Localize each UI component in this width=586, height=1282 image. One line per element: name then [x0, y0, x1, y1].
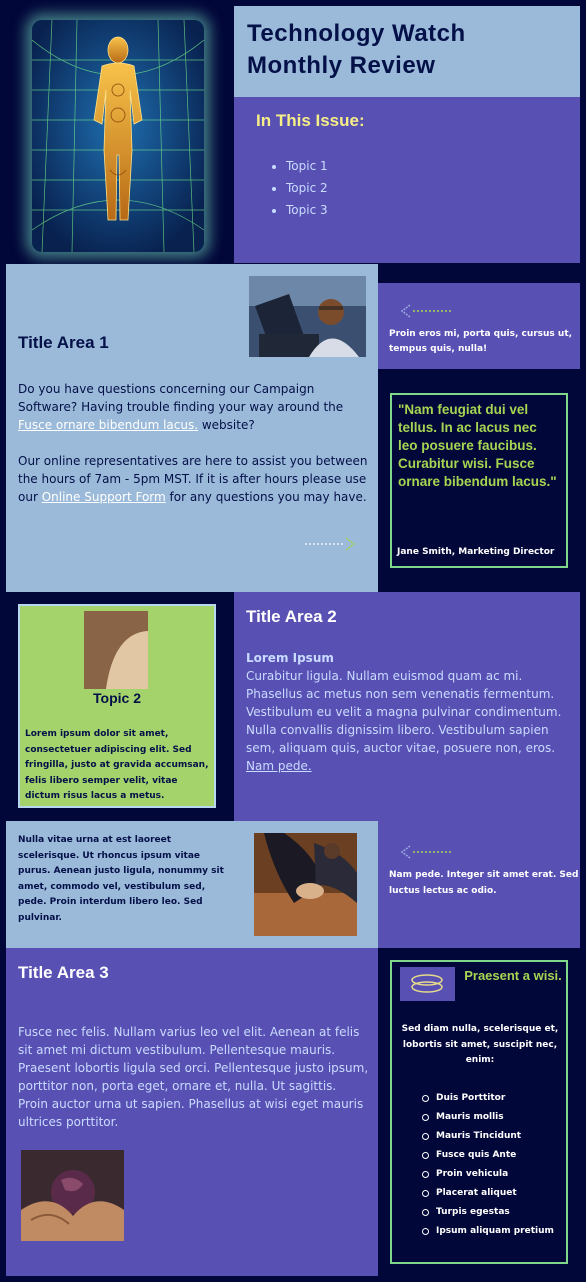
- title-area-1-heading: Title Area 1: [18, 333, 109, 352]
- sidebar-note-1-text: Proin eros mi, porta quis, cursus ut, tempus quis, nulla!: [389, 329, 573, 354]
- title-area-3-heading: Title Area 3: [18, 963, 109, 982]
- praesent-subtext: Sed diam nulla, scelerisque et, lobortis sit amet, suscipit nec, enim:: [401, 1024, 559, 1065]
- area1-text: Our online representatives are here to assist you between the hours of 7am - 5pm MST. If it is after hours please use our: [18, 454, 368, 504]
- issue-topic-item[interactable]: • Topic 1: [286, 155, 328, 177]
- title-area-3-body: Fusce nec felis. Nullam varius leo vel elit. Aenean at felis sit amet mi dictum vestibulum. Pellentesque mauris. Praesent lobortis ligula sed orci. Pellentesque justo ipsum, porttitor non, porta eget, ornare et, nulla. Ut sagittis. Proin auctor urna ut sapien. Phasellus at wisi eget mauris ultrices porttitor.: [18, 1025, 369, 1129]
- rings-icon: [400, 967, 455, 1001]
- newsletter-title: [247, 18, 580, 82]
- title-area-2-heading: Title Area 2: [246, 607, 337, 626]
- in-this-issue-heading: In This Issue:: [256, 111, 365, 130]
- sidebar-note-2-text: Nam pede. Integer sit amet erat. Sed luctus lectus ac odio.: [389, 870, 579, 896]
- area1-text: for any questions you may have.: [165, 490, 367, 504]
- topic-2-title: Topic 2: [93, 690, 141, 706]
- nam-pede-link[interactable]: Nam pede.: [246, 759, 312, 773]
- issue-topic-item[interactable]: • Topic 3: [286, 199, 328, 221]
- hero-wireframe-figure-image: [32, 20, 204, 252]
- issue-topic-list: [272, 155, 328, 221]
- area1-text: website?: [198, 418, 255, 432]
- man-at-computer-photo: [249, 276, 366, 357]
- title-line-1: Technology Watch: [247, 20, 466, 47]
- praesent-list-item[interactable]: Turpis egestas: [420, 1203, 554, 1222]
- handshake-photo: [254, 833, 357, 936]
- praesent-list-item[interactable]: Mauris Tincidunt: [420, 1127, 554, 1146]
- fusce-ornare-link[interactable]: Fusce ornare bibendum lacus.: [18, 418, 199, 432]
- topic-2-body: Lorem ipsum dolor sit amet, consectetuer adipiscing elit. Sed fringilla, justo at gravida accumsan, felis libero semper velit, vitae dictum risus lacus a metus.: [25, 729, 209, 801]
- area2-text: Curabitur ligula. Nullam euismod quam ac mi. Phasellus ac metus non sem venenatis fermentum. Vestibulum eu velit a magna pulvinar condimentum. Nulla convallis dignissim libero. Vestibulum sapien sem, aliquam quis, auctor vitae, posuere non, eros.: [246, 669, 562, 755]
- praesent-list-item[interactable]: Duis Porttitor: [420, 1089, 554, 1108]
- hands-holding-globe-photo: [21, 1150, 124, 1241]
- title-area-1-body: [18, 380, 370, 506]
- dotted-arrow-left-icon[interactable]: [400, 303, 454, 323]
- strip-text: Nulla vitae urna at est laoreet scelerisque. Ut rhoncus ipsum vitae purus. Aenean justo ligula, nonummy sit amet, commodo vel, vestibulum sed, pede. Proin interdum libero leo. Sed pulvinar.: [18, 835, 224, 923]
- newsletter-title-bar: [234, 6, 580, 97]
- praesent-list-item[interactable]: Ipsum aliquam pretium: [420, 1222, 554, 1241]
- dotted-arrow-right-icon[interactable]: [304, 536, 358, 556]
- praesent-link-list: [420, 1089, 554, 1241]
- sand-dune-image: [84, 611, 148, 689]
- praesent-heading: Praesent a wisi.: [464, 968, 562, 983]
- dotted-arrow-left-icon[interactable]: [400, 844, 454, 864]
- in-this-issue-panel: [234, 97, 580, 263]
- quote-author: Jane Smith, Marketing Director: [397, 547, 555, 557]
- area1-text: Do you have questions concerning our Campaign Software? Having trouble finding your way around the: [18, 382, 344, 414]
- praesent-list-item[interactable]: Mauris mollis: [420, 1108, 554, 1127]
- title-line-2: Monthly Review: [247, 52, 436, 79]
- title-area-2-body: [246, 667, 564, 775]
- testimonial-quote-box: [390, 393, 568, 568]
- online-support-form-link[interactable]: Online Support Form: [41, 490, 166, 504]
- issue-topic-item[interactable]: • Topic 2: [286, 177, 328, 199]
- praesent-list-item[interactable]: Proin vehicula: [420, 1165, 554, 1184]
- praesent-list-item[interactable]: Placerat aliquet: [420, 1184, 554, 1203]
- lorem-ipsum-subheading: Lorem Ipsum: [246, 651, 334, 665]
- quote-text: "Nam feugiat dui vel tellus. In ac lacus nec leo posuere faucibus. Curabitur wisi. Fusce ornare bibendum lacus.": [398, 402, 557, 489]
- praesent-list-item[interactable]: Fusce quis Ante: [420, 1146, 554, 1165]
